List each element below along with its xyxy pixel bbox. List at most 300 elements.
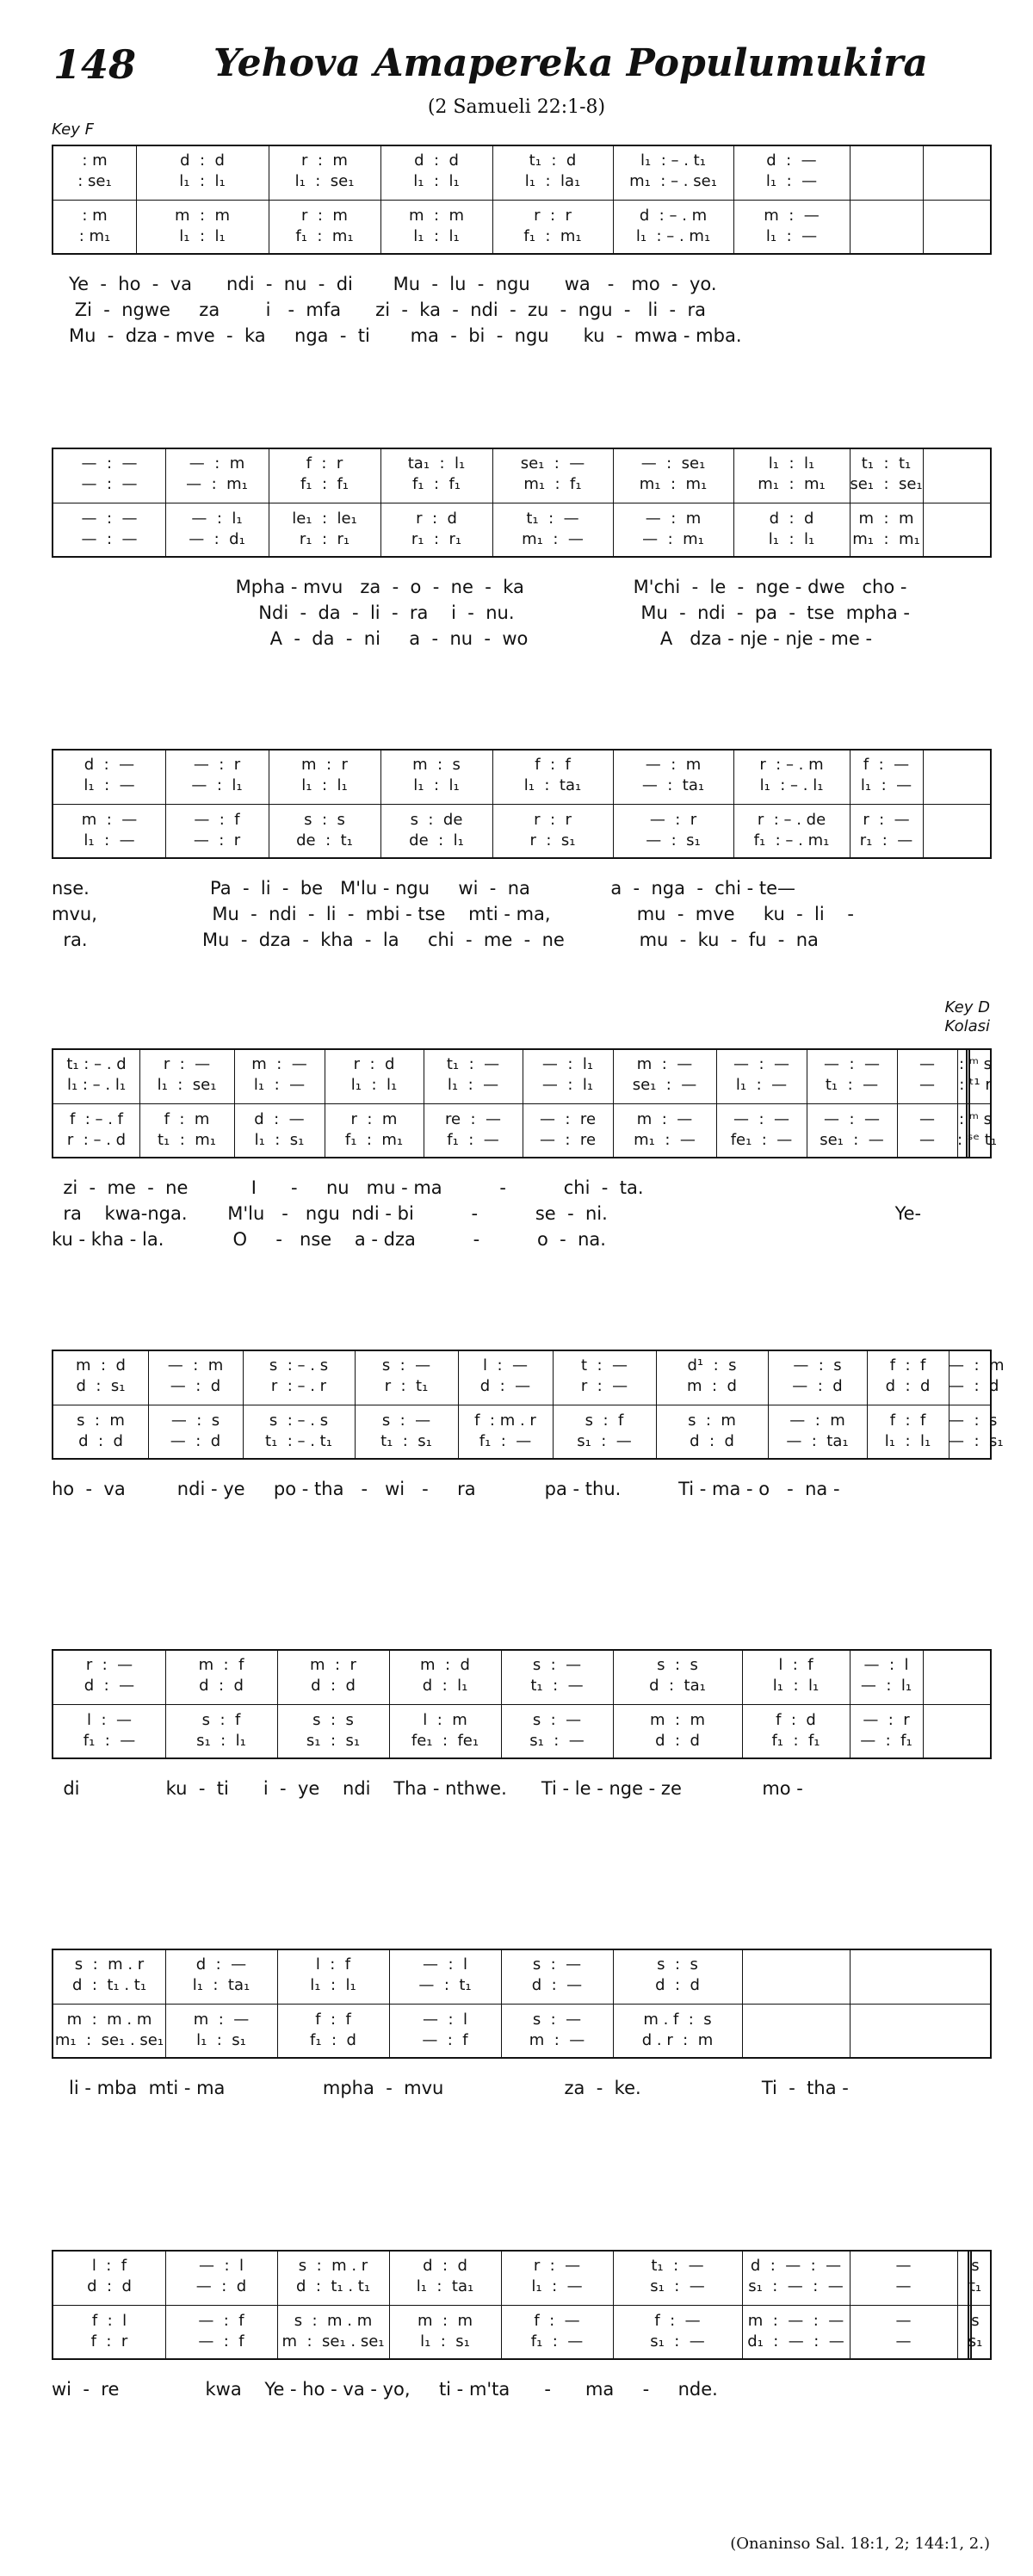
- note-cell: f₁ : —: [83, 1732, 136, 1750]
- note-cell: — : m: [789, 1412, 845, 1430]
- note-cell: m : m: [649, 1711, 706, 1729]
- note-cell: d : d: [423, 2257, 467, 2275]
- note-cell: l₁ : —: [84, 776, 135, 794]
- note-cell: m : r: [301, 756, 348, 774]
- bar-line: [850, 146, 851, 253]
- note-cell: f : d: [776, 1711, 816, 1729]
- note-cell: d : d: [690, 1432, 734, 1450]
- note-cell: t₁ : —: [651, 2257, 704, 2275]
- scripture-reference: (2 Samueli 22:1-8): [427, 96, 606, 118]
- note-cell: r : d: [416, 510, 457, 528]
- note-cell: t₁ : —: [530, 1677, 584, 1695]
- note-cell: l₁ : l₁: [179, 172, 226, 190]
- note-cell: m : — : —: [747, 2312, 844, 2330]
- bar-line: [923, 1651, 924, 1757]
- note-cell: l₁ : l₁: [768, 454, 815, 473]
- note-cell: — : m: [645, 756, 702, 774]
- note-cell: r₁ : r₁: [411, 530, 462, 548]
- note-cell: d : d: [769, 510, 814, 528]
- note-cell: s₁ : l₁: [196, 1732, 246, 1750]
- note-cell: r : r: [534, 811, 572, 829]
- note-cell: d : —: [254, 1110, 305, 1128]
- note-cell: d : t₁ . t₁: [295, 2277, 371, 2295]
- note-cell: f₁ : m₁: [523, 227, 582, 245]
- note-cell: : ᵐ s: [958, 1055, 993, 1073]
- sol-fa-staff: [52, 749, 992, 859]
- note-cell: ta₁ : l₁: [407, 454, 466, 473]
- note-cell: t₁ : t₁: [861, 454, 912, 473]
- note-cell: l₁ : l₁: [413, 172, 460, 190]
- note-cell: l : f: [91, 2257, 127, 2275]
- note-cell: — : r: [193, 756, 241, 774]
- note-cell: — : m: [645, 510, 702, 528]
- note-cell: m : s: [412, 756, 461, 774]
- note-cell: s : – . s: [269, 1412, 329, 1430]
- note-cell: —: [919, 1131, 935, 1149]
- note-cell: l₁ : l₁: [768, 530, 815, 548]
- note-cell: r : —: [533, 2257, 581, 2275]
- note-cell: se₁ : —: [820, 1131, 884, 1149]
- note-cell: t₁ : —: [825, 1076, 879, 1094]
- note-cell: l₁ : ta₁: [192, 1976, 251, 1994]
- note-cell: d : d: [199, 1677, 244, 1695]
- note-cell: l₁ : – . l₁: [759, 776, 824, 794]
- note-cell: s : s: [657, 1955, 698, 1974]
- note-cell: m : m: [858, 510, 914, 528]
- note-cell: s : m . r: [74, 1955, 145, 1974]
- note-cell: — : d₁: [189, 530, 245, 548]
- note-cell: r : d: [353, 1055, 395, 1073]
- note-cell: — : ta₁: [641, 776, 705, 794]
- note-cell: l₁ : l₁: [179, 227, 226, 245]
- note-cell: l₁ : l₁: [413, 227, 460, 245]
- note-cell: f : f: [889, 1356, 926, 1374]
- lyric-line: mvu, Mu - ndi - li - mbi - tse mti - ma, mu - mve ku - li -: [52, 904, 854, 924]
- note-cell: — : d: [792, 1377, 843, 1395]
- lyric-line: ra. Mu - dza - kha - la chi - me - ne mu - ku - fu - na: [52, 930, 819, 950]
- sol-fa-staff: [52, 448, 992, 558]
- note-cell: l₁ : s₁: [196, 2031, 246, 2049]
- hymn-title: Yehova Amapereka Populumukira: [213, 41, 928, 85]
- note-cell: se₁ : —: [520, 454, 585, 473]
- note-cell: d : d: [414, 151, 459, 170]
- lyric-line: Mpha - mvu za - o - ne - ka M'chi - le - nge - dwe cho -: [52, 577, 907, 597]
- note-cell: — : l₁: [191, 510, 243, 528]
- note-cell: fe₁ : —: [730, 1131, 793, 1149]
- note-cell: d : ta₁: [649, 1677, 706, 1695]
- note-cell: s : s: [657, 1656, 698, 1674]
- note-cell: s : m . r: [298, 2257, 368, 2275]
- note-cell: d : d: [655, 1976, 700, 1994]
- note-cell: d : t₁ . t₁: [71, 1976, 147, 1994]
- bar-line: [923, 449, 924, 556]
- note-cell: s: [971, 2257, 980, 2275]
- note-cell: f₁ : d: [310, 2031, 356, 2049]
- note-cell: l₁ : l₁: [350, 1076, 398, 1094]
- note-cell: — : l: [423, 2011, 467, 2029]
- note-cell: f₁ : m₁: [344, 1131, 404, 1149]
- staff-divider: [53, 1103, 990, 1104]
- note-cell: t₁ : – . d: [66, 1055, 127, 1073]
- note-cell: s₁ : s₁: [306, 1732, 361, 1750]
- note-cell: l₁ : l₁: [413, 776, 460, 794]
- lyric-line: A - da - ni a - nu - wo A dza - nje - nje - me -: [52, 628, 873, 649]
- note-cell: — : m: [949, 1356, 1005, 1374]
- note-cell: m : —: [193, 2011, 250, 2029]
- note-cell: — : l₁: [191, 776, 243, 794]
- note-cell: l₁ : l₁: [310, 1976, 356, 1994]
- note-cell: d : d: [311, 1677, 356, 1695]
- hymn-number: 148: [53, 41, 137, 88]
- note-cell: s₁ : —: [529, 1732, 585, 1750]
- note-cell: le₁ : le₁: [292, 510, 357, 528]
- sol-fa-staff: [52, 1048, 998, 1158]
- note-cell: d : d: [885, 1377, 931, 1395]
- note-cell: r : t₁: [384, 1377, 429, 1395]
- note-cell: d : —: [195, 1955, 247, 1974]
- note-cell: — : r: [649, 811, 697, 829]
- note-cell: l₁ : —: [860, 776, 912, 794]
- note-cell: f₁ : —: [479, 1432, 532, 1450]
- note-cell: f : —: [534, 2312, 580, 2330]
- note-cell: m : d: [76, 1356, 126, 1374]
- note-cell: t₁ : m₁: [158, 1131, 216, 1149]
- note-cell: re : —: [444, 1110, 502, 1128]
- note-cell: l₁ : —: [531, 2277, 583, 2295]
- note-cell: m : —: [529, 2031, 585, 2049]
- note-cell: d : s₁: [76, 1377, 126, 1395]
- note-cell: m : m: [174, 207, 231, 225]
- note-cell: d : – . m: [639, 207, 708, 225]
- note-cell: l₁ : se₁: [294, 172, 355, 190]
- note-cell: — : —: [824, 1055, 880, 1073]
- note-cell: — : l₁: [541, 1055, 594, 1073]
- note-cell: l₁ : —: [253, 1076, 306, 1094]
- note-cell: — : d: [949, 1377, 999, 1395]
- note-cell: d₁ : — : —: [747, 2332, 844, 2351]
- note-cell: m : —: [636, 1055, 693, 1073]
- lyric-line: Ndi - da - li - ra i - nu. Mu - ndi - pa - tse mpha -: [52, 602, 910, 623]
- note-cell: — : l: [863, 1656, 909, 1674]
- note-cell: —: [895, 2277, 912, 2295]
- note-cell: : ˢᵉ t₁: [957, 1131, 998, 1149]
- note-cell: l₁ : s₁: [254, 1131, 305, 1149]
- note-cell: s : m: [688, 1412, 736, 1430]
- bar-line: [742, 1950, 743, 2057]
- bar-line: [923, 751, 924, 857]
- note-cell: —: [919, 1110, 935, 1128]
- note-cell: — : —: [824, 1110, 880, 1128]
- note-cell: m : m . m: [66, 2011, 152, 2029]
- note-cell: f₁ : f₁: [411, 475, 461, 493]
- note-cell: r : —: [580, 1377, 628, 1395]
- note-cell: t₁ : – . t₁: [265, 1432, 332, 1450]
- note-cell: m : d: [420, 1656, 470, 1674]
- note-cell: — : —: [733, 1055, 789, 1073]
- sol-fa-staff: [52, 1949, 992, 2059]
- note-cell: l₁ : – . l₁: [66, 1076, 127, 1094]
- note-cell: s : m . m: [294, 2312, 373, 2330]
- lyric-line: Zi - ngwe za i - mfa zi - ka - ndi - zu - ngu - li - ra: [52, 300, 706, 320]
- note-cell: — : t₁: [418, 1976, 472, 1994]
- note-cell: l₁ : – . t₁: [640, 151, 706, 170]
- note-cell: — : se₁: [640, 454, 706, 473]
- note-cell: l : m: [423, 1711, 467, 1729]
- note-cell: s : —: [381, 1412, 431, 1430]
- note-cell: f : r: [306, 454, 343, 473]
- note-cell: f : r: [90, 2332, 128, 2351]
- note-cell: — : f₁: [860, 1732, 912, 1750]
- note-cell: f : f: [889, 1412, 926, 1430]
- note-cell: f₁ : m₁: [295, 227, 354, 245]
- note-cell: d : d: [78, 1432, 123, 1450]
- note-cell: r : m: [301, 207, 348, 225]
- note-cell: : m: [82, 151, 108, 170]
- note-cell: f : —: [863, 756, 910, 774]
- chorus-key: Key D: [944, 998, 990, 1016]
- note-cell: r₁ : —: [859, 831, 913, 849]
- note-cell: s : f: [201, 1711, 241, 1729]
- note-cell: m : m: [417, 2312, 473, 2330]
- chorus-label: Kolasi: [944, 1017, 990, 1035]
- key-signature: Key F: [52, 120, 94, 139]
- note-cell: t₁: [968, 2277, 982, 2295]
- note-cell: d : — : —: [750, 2257, 842, 2275]
- note-cell: s₁ : —: [577, 1432, 632, 1450]
- note-cell: l₁ : —: [84, 831, 135, 849]
- note-cell: r : – . de: [757, 811, 826, 829]
- note-cell: — : s: [170, 1412, 220, 1430]
- note-cell: r : – . r: [270, 1377, 327, 1395]
- note-cell: r : —: [163, 1055, 211, 1073]
- note-cell: m : f: [198, 1656, 244, 1674]
- note-cell: s : f: [585, 1412, 624, 1430]
- note-cell: l : —: [87, 1711, 132, 1729]
- note-cell: — : s₁: [949, 1432, 1004, 1450]
- note-cell: — : l₁: [541, 1076, 594, 1094]
- note-cell: : m₁: [78, 227, 111, 245]
- note-cell: r₁ : r₁: [299, 530, 350, 548]
- note-cell: m : m: [408, 207, 465, 225]
- note-cell: f₁ : – . m₁: [753, 831, 830, 849]
- sol-fa-staff: [52, 145, 992, 255]
- note-cell: —: [919, 1055, 935, 1073]
- note-cell: l₁ : ta₁: [416, 2277, 474, 2295]
- note-cell: m : d: [687, 1377, 737, 1395]
- note-cell: se₁ : —: [632, 1076, 697, 1094]
- note-cell: —: [895, 2312, 912, 2330]
- note-cell: —: [895, 2332, 912, 2351]
- note-cell: s : —: [381, 1356, 431, 1374]
- note-cell: — : r: [863, 1711, 910, 1729]
- note-cell: f : —: [654, 2312, 701, 2330]
- note-cell: — : l: [199, 2257, 244, 2275]
- note-cell: de : l₁: [409, 831, 464, 849]
- note-cell: l₁ : la₁: [524, 172, 581, 190]
- note-cell: l₁ : s₁: [420, 2332, 470, 2351]
- lyric-line: Ye - ho - va ndi - nu - di Mu - lu - ngu wa - mo - yo.: [52, 274, 717, 294]
- note-cell: — : s₁: [646, 831, 701, 849]
- note-cell: — : —: [81, 475, 138, 493]
- note-cell: — : m₁: [186, 475, 248, 493]
- note-cell: f : m: [164, 1110, 210, 1128]
- lyric-line: li - mba mti - ma mpha - mvu za - ke. Ti - tha -: [52, 2078, 849, 2098]
- note-cell: : ᵗ¹ r: [959, 1076, 992, 1094]
- note-cell: — : m: [167, 1356, 224, 1374]
- note-cell: s : —: [532, 1711, 582, 1729]
- note-cell: — : —: [81, 510, 138, 528]
- note-cell: d : d: [655, 1732, 700, 1750]
- note-cell: f₁ : f₁: [771, 1732, 820, 1750]
- lyric-line: Mu - dza - mve - ka nga - ti ma - bi - ngu ku - mwa - mba.: [52, 325, 742, 346]
- note-cell: s : m: [77, 1412, 125, 1430]
- sol-fa-staff: [52, 1350, 1005, 1460]
- note-cell: s₁ : —: [650, 2332, 705, 2351]
- note-cell: l : f: [315, 1955, 351, 1974]
- bar-line: [850, 1950, 851, 2057]
- note-cell: r : —: [863, 811, 910, 829]
- note-cell: m : —: [81, 811, 138, 829]
- note-cell: r : —: [85, 1656, 133, 1674]
- note-cell: m : —: [764, 207, 820, 225]
- note-cell: s : s: [304, 811, 345, 829]
- note-cell: s: [971, 2312, 980, 2330]
- note-cell: f : f: [315, 2011, 351, 2029]
- note-cell: de : t₁: [296, 831, 353, 849]
- note-cell: d : d: [87, 2277, 132, 2295]
- note-cell: s : —: [532, 1955, 582, 1974]
- note-cell: s₁: [968, 2332, 983, 2351]
- note-cell: —: [919, 1076, 935, 1094]
- note-cell: f : f: [535, 756, 571, 774]
- note-cell: d . r : m: [641, 2031, 714, 2049]
- note-cell: f : m . r: [474, 1412, 536, 1430]
- note-cell: r : m: [350, 1110, 398, 1128]
- note-cell: d : —: [84, 1677, 135, 1695]
- note-cell: — : —: [81, 454, 138, 473]
- note-cell: — : ta₁: [786, 1432, 849, 1450]
- note-cell: — : —: [733, 1110, 789, 1128]
- note-cell: — : f: [422, 2031, 468, 2049]
- note-cell: d : l₁: [422, 1677, 468, 1695]
- note-cell: l₁ : —: [447, 1076, 499, 1094]
- note-cell: m₁ : se₁ . se₁: [54, 2031, 164, 2049]
- note-cell: — : re: [539, 1131, 597, 1149]
- note-cell: r : – . d: [66, 1131, 127, 1149]
- note-cell: — : —: [81, 530, 138, 548]
- note-cell: f₁ : f₁: [300, 475, 349, 493]
- note-cell: d : —: [766, 151, 817, 170]
- lyric-line: ra kwa-nga. M'lu - ngu ndi - bi - se - ni. Ye-: [52, 1203, 922, 1224]
- note-cell: r : – . m: [759, 756, 824, 774]
- note-cell: m₁ : —: [522, 530, 584, 548]
- sol-fa-staff: [52, 1649, 992, 1759]
- note-cell: l₁ : —: [735, 1076, 788, 1094]
- note-cell: — : f: [194, 811, 240, 829]
- note-cell: — : m: [189, 454, 245, 473]
- note-cell: d : —: [479, 1377, 531, 1395]
- note-cell: : se₁: [77, 172, 112, 190]
- note-cell: l : —: [483, 1356, 528, 1374]
- lyric-line: ho - va ndi - ye po - tha - wi - ra pa - thu. Ti - ma - o - na -: [52, 1479, 840, 1499]
- footer-reference: (Onaninso Sal. 18:1, 2; 144:1, 2.): [730, 2535, 990, 2553]
- note-cell: l₁ : l₁: [772, 1677, 820, 1695]
- note-cell: s : s: [312, 1711, 354, 1729]
- note-cell: m₁ : —: [634, 1131, 696, 1149]
- sol-fa-staff: [52, 2250, 992, 2360]
- note-cell: t₁ : —: [526, 510, 579, 528]
- note-cell: s : —: [532, 2011, 582, 2029]
- note-cell: l₁ : —: [765, 227, 818, 245]
- note-cell: m₁ : – . se₁: [629, 172, 717, 190]
- note-cell: se₁ : se₁: [850, 475, 923, 493]
- note-cell: : m: [82, 207, 108, 225]
- note-cell: l₁ : —: [765, 172, 818, 190]
- note-cell: : ᵐ s: [958, 1110, 993, 1128]
- note-cell: m₁ : f₁: [523, 475, 582, 493]
- note-cell: t : —: [580, 1356, 628, 1374]
- note-cell: — : f: [198, 2312, 244, 2330]
- note-cell: — : d: [170, 1432, 221, 1450]
- lyric-line: zi - me - ne I - nu mu - ma - chi - ta.: [52, 1177, 644, 1198]
- note-cell: — : d: [170, 1377, 221, 1395]
- note-cell: d : d: [180, 151, 225, 170]
- note-cell: l₁ : l₁: [884, 1432, 931, 1450]
- note-cell: f₁ : —: [530, 2332, 584, 2351]
- lyric-line: di ku - ti i - ye ndi Tha - nthwe. Ti - le - nge - ze mo -: [52, 1778, 803, 1799]
- note-cell: d : —: [84, 756, 135, 774]
- note-cell: d¹ : s: [687, 1356, 737, 1374]
- note-cell: m : se₁ . se₁: [281, 2332, 385, 2351]
- lyric-line: nse. Pa - li - be M'lu - ngu wi - na a - nga - chi - te—: [52, 878, 796, 899]
- note-cell: — : d: [195, 2277, 247, 2295]
- note-cell: r : m: [301, 151, 348, 170]
- note-cell: t₁ : —: [446, 1055, 500, 1073]
- note-cell: — : l: [423, 1955, 467, 1974]
- lyric-line: ku - kha - la. O - nse a - dza - o - na.: [52, 1229, 606, 1250]
- note-cell: s₁ : — : —: [748, 2277, 844, 2295]
- note-cell: l₁ : ta₁: [523, 776, 582, 794]
- note-cell: t₁ : d: [529, 151, 577, 170]
- note-cell: r : r: [534, 207, 572, 225]
- note-cell: fe₁ : fe₁: [411, 1732, 479, 1750]
- note-cell: s : —: [532, 1656, 582, 1674]
- note-cell: l₁ : se₁: [157, 1076, 217, 1094]
- note-cell: t₁ : s₁: [380, 1432, 432, 1450]
- note-cell: m : —: [636, 1110, 693, 1128]
- note-cell: d : —: [531, 1976, 583, 1994]
- note-cell: f : – . f: [69, 1110, 124, 1128]
- note-cell: — : m₁: [642, 530, 704, 548]
- note-cell: l₁ : – . m₁: [635, 227, 711, 245]
- note-cell: — : f: [198, 2332, 244, 2351]
- note-cell: —: [895, 2257, 912, 2275]
- note-cell: — : re: [539, 1110, 597, 1128]
- note-cell: m . f : s: [643, 2011, 712, 2029]
- chorus-key-label: [944, 998, 990, 1036]
- note-cell: l₁ : l₁: [301, 776, 348, 794]
- note-cell: l : f: [778, 1656, 813, 1674]
- note-cell: m₁ : m₁: [639, 475, 708, 493]
- note-cell: — : s: [949, 1412, 998, 1430]
- note-cell: m₁ : m₁: [758, 475, 826, 493]
- bar-line: [923, 146, 924, 253]
- note-cell: — : r: [193, 831, 241, 849]
- note-cell: s : – . s: [269, 1356, 329, 1374]
- note-cell: m₁ : m₁: [852, 530, 920, 548]
- note-cell: m : r: [310, 1656, 356, 1674]
- note-cell: — : l₁: [860, 1677, 912, 1695]
